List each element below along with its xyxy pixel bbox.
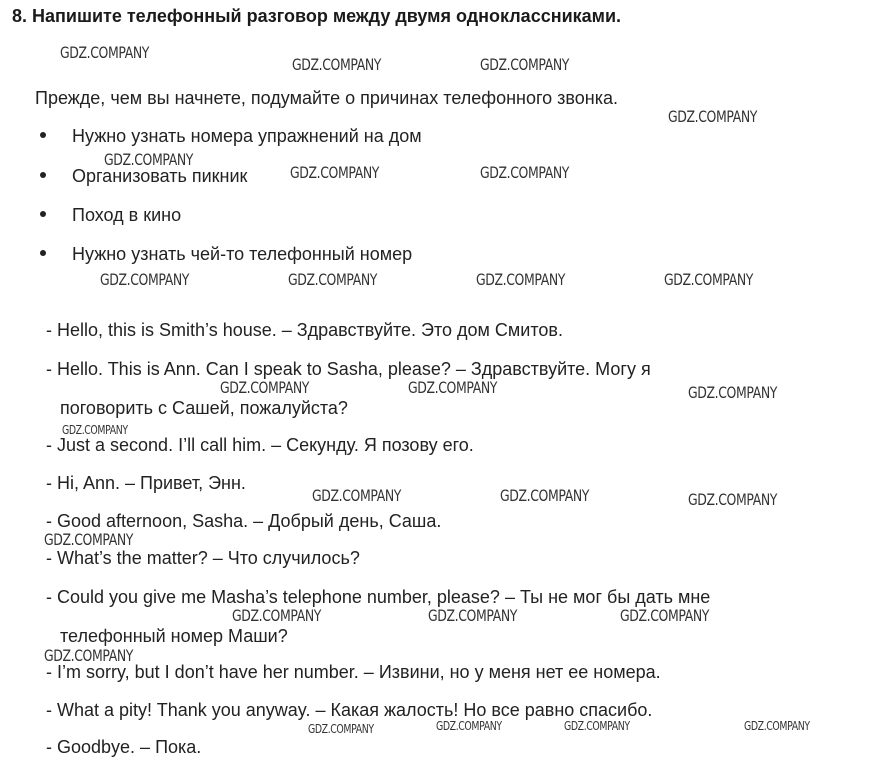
dialogue-line: - Hello, this is Smith’s house. – Здравствуйте. Это дом Смитов. — [46, 320, 563, 340]
watermark-logo: GDZ.COMPANY — [104, 150, 194, 169]
watermark-logo: GDZ.COMPANY — [408, 378, 498, 397]
bullet-item — [40, 126, 422, 147]
exercise-title: 8. Напишите телефонный разговор между двумя одноклассниками. — [12, 6, 622, 26]
watermark-logo: GDZ.COMPANY — [564, 719, 630, 733]
dialogue-line: - Hi, Ann. – Привет, Энн. — [46, 473, 246, 493]
bullet-dot-icon — [40, 132, 46, 138]
dialogue-line-continuation: телефонный номер Маши? — [60, 626, 288, 646]
bullet-text: Нужно узнать чей-то телефонный номер — [72, 244, 413, 264]
watermark-logo: GDZ.COMPANY — [220, 378, 310, 397]
bullet-item — [40, 166, 247, 187]
watermark-logo: GDZ.COMPANY — [744, 719, 810, 733]
watermark-logo: GDZ.COMPANY — [44, 646, 134, 665]
watermark-logo: GDZ.COMPANY — [688, 383, 778, 402]
dialogue-line-continuation: поговорить с Сашей, пожалуйста? — [60, 398, 348, 418]
watermark-logo: GDZ.COMPANY — [500, 486, 590, 505]
bullet-text: Поход в кино — [72, 205, 182, 225]
watermark-logo: GDZ.COMPANY — [668, 107, 758, 126]
bullet-item — [40, 205, 181, 226]
watermark-logo: GDZ.COMPANY — [100, 270, 190, 289]
watermark-logo: GDZ.COMPANY — [620, 606, 710, 625]
dialogue-line: - Goodbye. – Пока. — [46, 737, 202, 757]
watermark-logo: GDZ.COMPANY — [44, 530, 134, 549]
watermark-logo: GDZ.COMPANY — [290, 163, 380, 182]
dialogue-line-text: - Could you give me Masha’s telephone number, please? – Ты не мог бы дать мне — [46, 587, 711, 607]
dialogue-line: - I’m sorry, but I don’t have her number. – Извини, но у меня нет ее номера. — [46, 662, 661, 682]
watermark-logo: GDZ.COMPANY — [288, 270, 378, 289]
bullet-item — [40, 244, 412, 265]
watermark-logo: GDZ.COMPANY — [312, 486, 402, 505]
watermark-logo: GDZ.COMPANY — [232, 606, 322, 625]
watermark-logo: GDZ.COMPANY — [60, 43, 150, 62]
watermark-logo: GDZ.COMPANY — [428, 606, 518, 625]
dialogue-line: - What a pity! Thank you anyway. – Какая жалость! Но все равно спасибо. — [46, 700, 653, 720]
watermark-logo: GDZ.COMPANY — [436, 719, 502, 733]
dialogue-line-text: - Hello. This is Ann. Can I speak to Sasha, please? – Здравствуйте. Могу я — [46, 359, 651, 379]
dialogue-line: - Good afternoon, Sasha. – Добрый день, Саша. — [46, 511, 442, 531]
watermark-logo: GDZ.COMPANY — [292, 55, 382, 74]
bullet-dot-icon — [40, 211, 46, 217]
bullet-dot-icon — [40, 250, 46, 256]
watermark-logo: GDZ.COMPANY — [664, 270, 754, 289]
watermark-logo: GDZ.COMPANY — [62, 423, 128, 437]
dialogue-line: - What’s the matter? – Что случилось? — [46, 548, 360, 568]
bullet-text: Нужно узнать номера упражнений на дом — [72, 126, 422, 146]
watermark-logo: GDZ.COMPANY — [480, 55, 570, 74]
watermark-logo: GDZ.COMPANY — [688, 490, 778, 509]
bullet-dot-icon — [40, 172, 46, 178]
dialogue-line: - Just a second. I’ll call him. – Секунду. Я позову его. — [46, 435, 474, 455]
intro-text: Прежде, чем вы начнете, подумайте о причинах телефонного звонка. — [35, 88, 618, 108]
watermark-logo: GDZ.COMPANY — [480, 163, 570, 182]
watermark-logo: GDZ.COMPANY — [476, 270, 566, 289]
watermark-logo: GDZ.COMPANY — [308, 722, 374, 736]
bullet-text: Организовать пикник — [72, 166, 248, 186]
